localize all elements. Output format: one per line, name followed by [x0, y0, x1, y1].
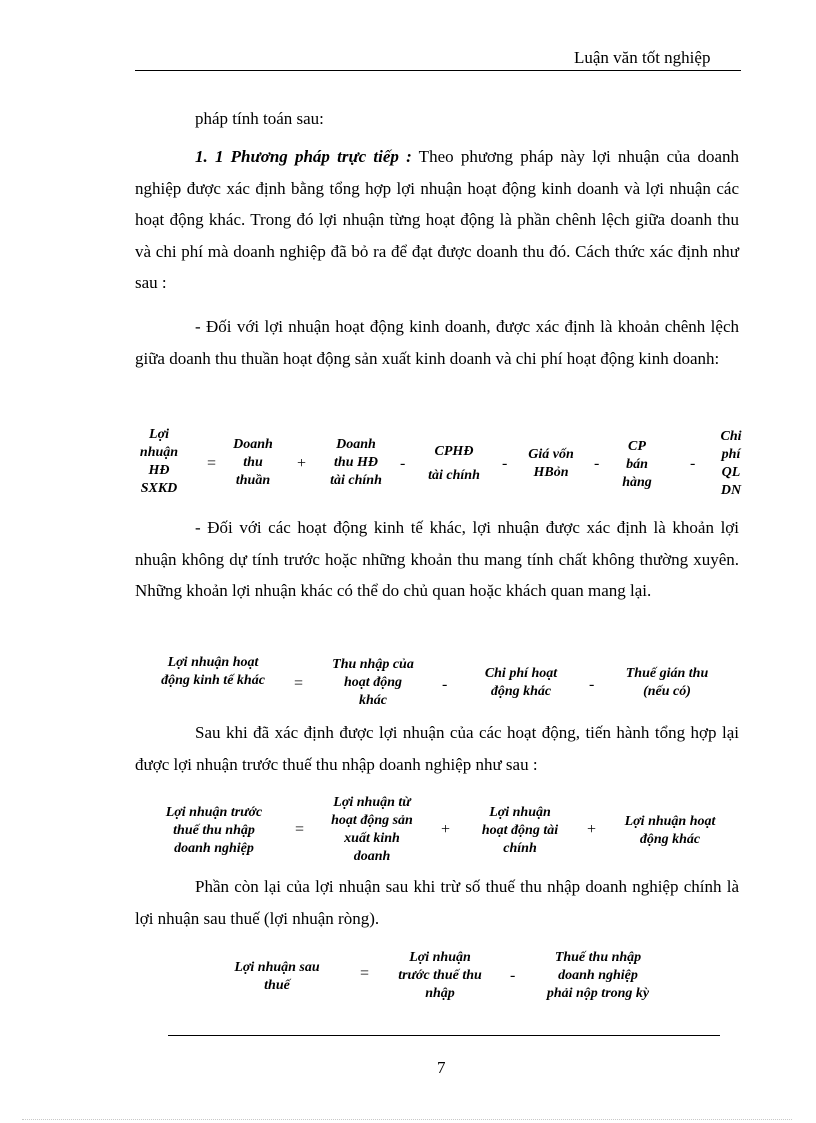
formula2-term-other-cost: Chi phí hoạt động khác: [484, 666, 558, 699]
formula1-minus-3: -: [594, 455, 600, 472]
formula4-lhs: Lợi nhuận sau thuế: [234, 960, 320, 993]
header-title: Luận văn tốt nghiệp: [574, 48, 711, 67]
formula1-equals: =: [207, 455, 217, 472]
page-edge-dots: [22, 1119, 792, 1120]
direct-method-text: Theo phương pháp này lợi nhuận của doanh nghiệp được xác định bằng tổng hợp lợi nhuận hoạt động kinh doanh và lợi nhuận các hoạt động khác. Trong đó lợi nhuận từng hoạt động là phần chênh lệch giữa doanh thu và chi phí mà doanh nghiệp đã bỏ ra để đạt được doanh thu đó. Cách thức xác định như sau :: [135, 147, 739, 292]
formula4-term-income-tax: Thuế thu nhập doanh nghiệp phải nộp trong kỳ: [546, 950, 650, 1001]
formula1-term-selling-cost: CP bán hàng: [622, 439, 652, 490]
formula2-term-indirect-tax: Thuế gián thu (nếu có): [625, 666, 709, 699]
footer-rule: [168, 1035, 720, 1036]
formula3-term-financial-profit: Lợi nhuận hoạt động tài chính: [481, 805, 559, 856]
formula1-term-admin-cost: Chi phí QL DN: [720, 429, 742, 498]
paragraph-intro: pháp tính toán sau:: [195, 109, 324, 128]
formula1-lhs: Lợi nhuận HĐ SXKD: [139, 427, 179, 496]
formula1-term-financial-revenue: Doanh thu HĐ tài chính: [330, 437, 382, 488]
formula1-minus-2: -: [502, 455, 508, 472]
formula3-plus-1: +: [441, 821, 451, 838]
formula2-term-other-income: Thu nhập của hoạt động khác: [332, 657, 414, 708]
formula2-equals: =: [294, 675, 304, 692]
paragraph-business-profit: - Đối với lợi nhuận hoạt động kinh doanh, được xác định là khoản chênh lệch giữa doanh thu thuần hoạt động sản xuất kinh doanh và chi phí hoạt động kinh doanh:: [135, 317, 739, 368]
paragraph-net-profit: Phần còn lại của lợi nhuận sau khi trừ số thuế thu nhập doanh nghiệp chính là lợi nhuận sau thuế (lợi nhuận ròng).: [135, 877, 739, 928]
formula3-term-business-profit: Lợi nhuận từ hoạt động sản xuất kinh doanh: [331, 795, 413, 864]
formula1-minus-4: -: [690, 455, 696, 472]
header-rule: [135, 70, 741, 71]
formula4-equals: =: [360, 965, 370, 982]
formula4-term-pretax-profit: Lợi nhuận trước thuế thu nhập: [398, 950, 482, 1001]
formula1-term-financial-cost: CPHĐ tài chính: [428, 444, 480, 483]
formula1-term-cost-of-goods: Giá vốn HBỏn: [528, 447, 574, 480]
formula1-plus: +: [297, 455, 307, 472]
formula4-minus: -: [510, 967, 516, 984]
formula2-minus-2: -: [589, 676, 595, 693]
paragraph-other-profit: - Đối với các hoạt động kinh tế khác, lợi nhuận được xác định là khoản lợi nhuận không dự tính trước hoặc những khoản thu mang tính chất không thường xuyên. Những khoản lợi nhuận khác có thể do chủ quan hoặc khách quan mang lại.: [135, 518, 739, 600]
formula1-minus-1: -: [400, 455, 406, 472]
formula2-lhs: Lợi nhuận hoạt động kinh tế khác: [161, 655, 265, 688]
paragraph-direct-method: [135, 141, 739, 299]
formula1-term-net-revenue: Doanh thu thuần: [233, 437, 273, 488]
formula3-term-other-profit: Lợi nhuận hoạt động khác: [624, 814, 716, 847]
formula2-minus-1: -: [442, 676, 448, 693]
formula3-plus-2: +: [587, 821, 597, 838]
page-number: 7: [437, 1058, 446, 1077]
formula3-equals: =: [295, 821, 305, 838]
direct-method-heading: 1. 1 Phương pháp trực tiếp :: [195, 147, 412, 166]
formula3-lhs: Lợi nhuận trước thuế thu nhập doanh nghiệp: [165, 805, 263, 856]
paragraph-pretax-summary: Sau khi đã xác định được lợi nhuận của các hoạt động, tiến hành tổng hợp lại được lợi nhuận trước thuế thu nhập doanh nghiệp như sau :: [135, 723, 739, 774]
